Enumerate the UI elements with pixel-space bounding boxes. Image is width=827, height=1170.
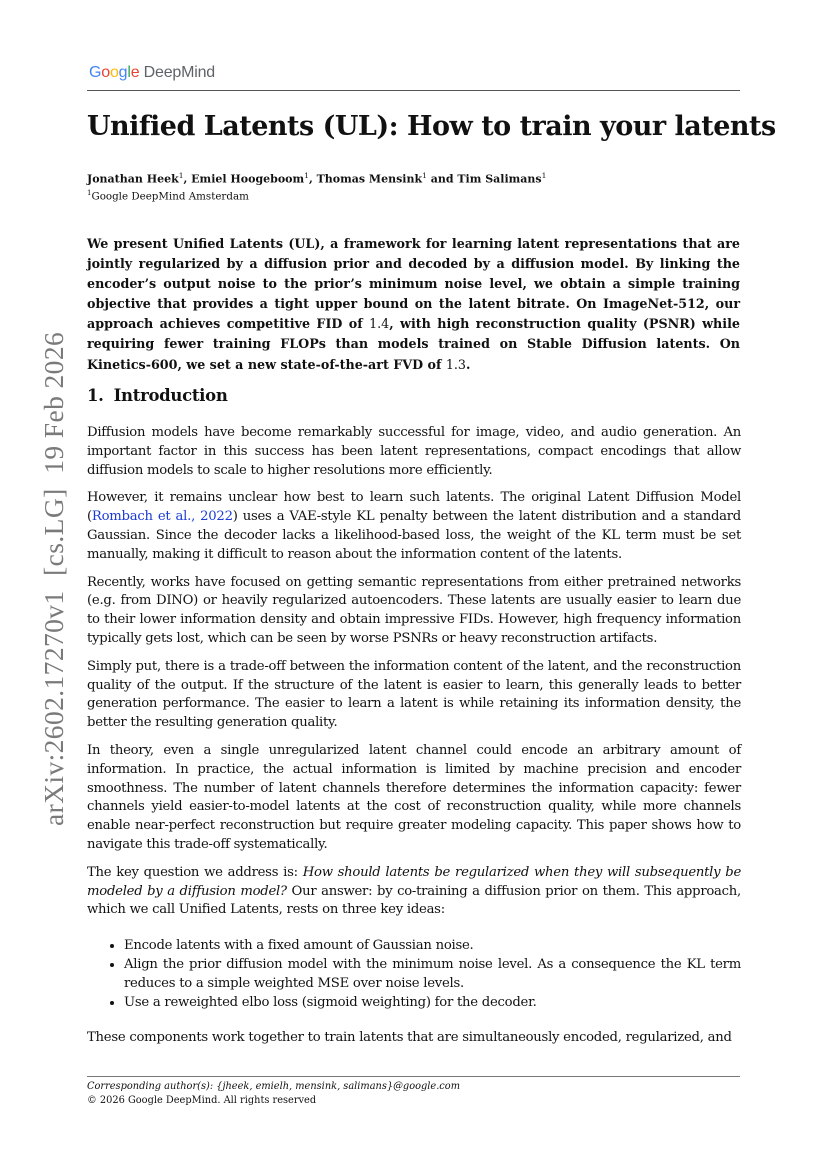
- paper-title: Unified Latents (UL): How to train your latents: [87, 111, 776, 142]
- fvd-value: 1.3: [445, 356, 467, 372]
- affiliation-mark: 1: [178, 171, 184, 180]
- paragraph: Diffusion models have become remarkably successful for image, video, and audio generation. An important factor in this success has been latent representations, compact encodings that allow diffusion models to scale to higher resolutions more efficiently.: [87, 425, 741, 478]
- paragraph: These components work together to train latents that are simultaneously encoded, regularized, and: [87, 1030, 732, 1046]
- citation-link[interactable]: Rombach et al., 2022: [91, 509, 233, 525]
- paragraph: Simply put, there is a trade-off between the information content of the latent, and the reconstruction quality of the output. If the structure of the latent is easier to learn, this generally leads to better generation performance. The easier to learn a latent is while retaining its information density, the better the resulting generation quality.: [87, 658, 741, 731]
- arxiv-identifier-stamp: arXiv:2602.17270v1 [cs.LG] 19 Feb 2026: [38, 331, 69, 826]
- key-ideas-list: [87, 937, 741, 1012]
- author-list: Jonathan Heek$^1$, Emiel Hoogeboom$^1$, Thomas Mensink$^1$ and Tim Salimans$^1$: [87, 171, 547, 186]
- affiliation-mark: 1: [541, 171, 547, 180]
- paragraph: The key question we address is: How should latents be regularized when they will subsequently be modeled by a diffusion model? Our answer: by co-training a diffusion prior on them. This approach, which we call Unified Latents, rests on three key ideas:: [87, 864, 741, 918]
- corresponding-authors: Corresponding author(s): {jheek, emielh, mensink, salimans}@google.com: [87, 1081, 460, 1092]
- footer-rule: [87, 1076, 740, 1077]
- header-rule: [87, 90, 740, 91]
- fid-value: 1.4: [369, 316, 390, 332]
- list-item: • Encode latents with a fixed amount of Gaussian noise.: [124, 937, 741, 956]
- affiliation-mark: 1: [422, 171, 427, 180]
- author-name: Emiel Hoogeboom: [191, 172, 305, 186]
- author-name: Jonathan Heek: [87, 172, 179, 186]
- list-item: • Align the prior diffusion model with the minimum noise level. As a consequence the KL term reduces to a simple weighted MSE over noise levels.: [124, 956, 741, 994]
- author-name: Tim Salimans: [457, 172, 542, 186]
- affiliation: $^1$Google DeepMind Amsterdam: [87, 189, 249, 203]
- author-name: Thomas Mensink: [316, 172, 423, 186]
- paragraph: However, it remains unclear how best to learn such latents. The original Latent Diffusion Model (Rombach et al., 2022) uses a VAE-style KL penalty between the latent distribution and a standard Gaussian. Since the decoder lacks a likelihood-based loss, the weight of the KL term must be set manually, making it difficult to reason about the information content of the latents.: [87, 490, 741, 562]
- paragraph: Recently, works have focused on getting semantic representations from either pretrained networks (e.g. from DINO) or heavily regularized autoencoders. These latents are usually easier to learn due to their lower information density and obtain impressive FIDs. However, high frequency information typically gets lost, which can be seen by worse PSNRs or heavy reconstruction artifacts.: [87, 574, 741, 646]
- google-deepmind-logo: Google DeepMind: [89, 64, 216, 81]
- list-item: • Use a reweighted elbo loss (sigmoid weighting) for the decoder.: [124, 994, 741, 1013]
- paragraph: In theory, even a single unregularized latent channel could encode an arbitrary amount of information. In practice, the actual information is limited by machine precision and encoder smoothness. The number of latent channels therefore determines the information capacity: fewer channels yield easier-to-model latents at the cost of reconstruction quality, while more channels enable near-perfect reconstruction but require greater modeling capacity. This paper shows how to navigate this trade-off systematically.: [87, 742, 741, 852]
- abstract: We present Unified Latents (UL), a framework for learning latent representations that are jointly regularized by a diffusion prior and decoded by a diffusion model. By linking the encoder’s output noise to the prior’s minimum noise level, we obtain a simple training objective that provides a tight upper bound on the latent bitrate. On ImageNet-512, our approach achieves competitive FID of 1.4, with high reconstruction quality (PSNR) while requiring fewer training FLOPs than models trained on Stable Diffusion latents. On Kinetics-600, we set a new state-of-the-art FVD of 1.3.: [87, 236, 740, 372]
- section-heading: 1. Introduction: [87, 386, 228, 405]
- affiliation-mark: 1: [304, 171, 309, 180]
- key-question: How should latents be regularized when they will subsequently be modeled by a diffusion model?: [87, 864, 741, 899]
- copyright-notice: © 2026 Google DeepMind. All rights reserved: [87, 1095, 317, 1106]
- body-text: [87, 424, 741, 1057]
